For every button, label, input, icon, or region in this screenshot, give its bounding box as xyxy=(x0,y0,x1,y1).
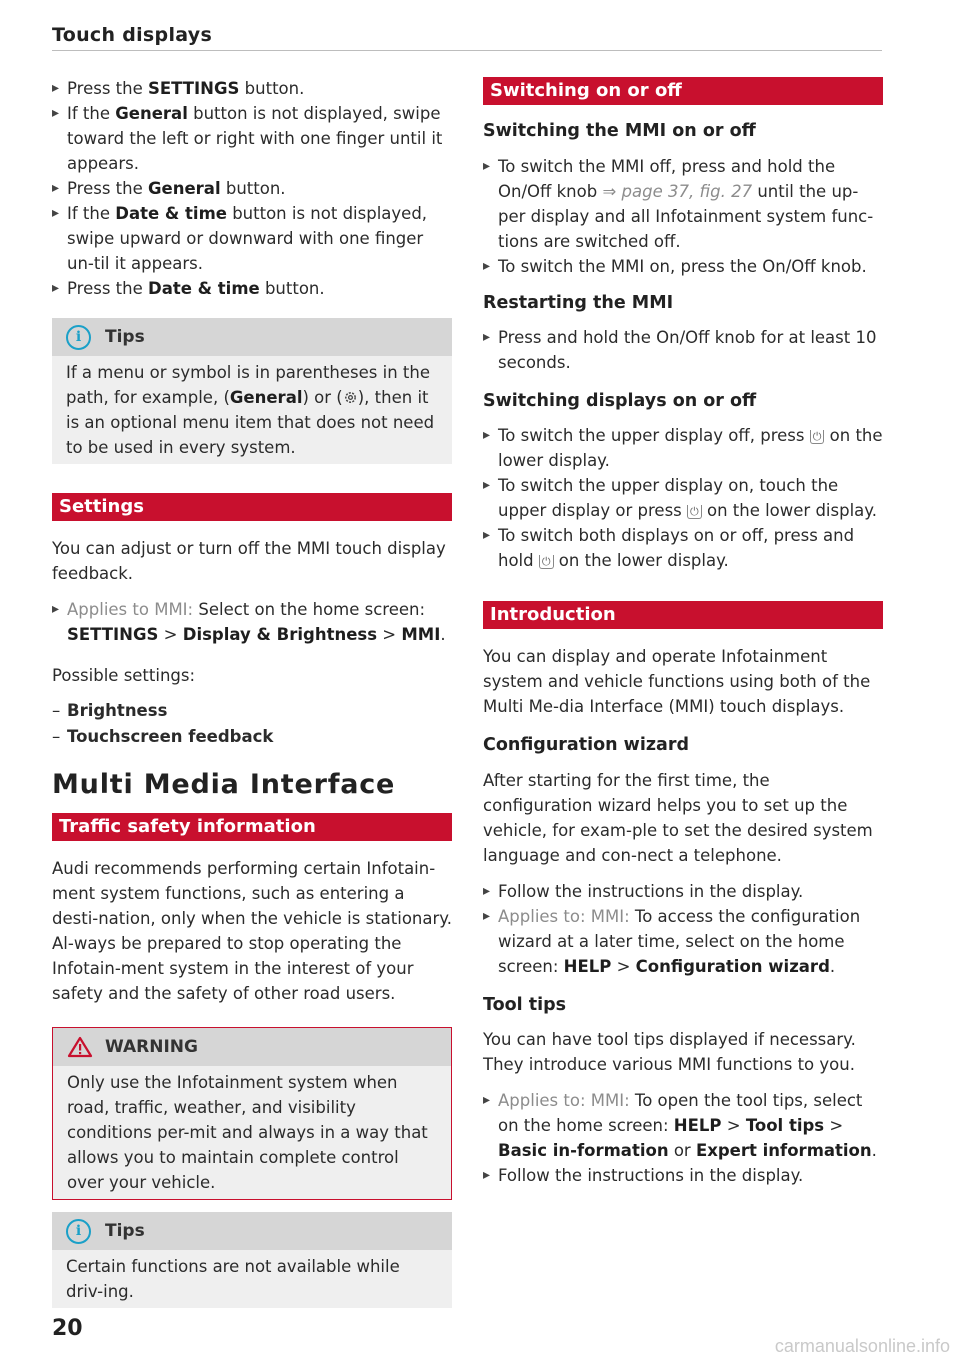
tips-box xyxy=(52,1212,452,1308)
step: ▸ Follow the instructions in the display. xyxy=(483,1163,883,1188)
traffic-text: Audi recommends performing certain Infotain-ment system functions, such as entering a desti-nation, only when the vehicle is stationary. Al-ways be prepared to stop operating the Infotain-ment system in the interest of your safety and the safety of other road users. xyxy=(52,859,452,1003)
tips-header: i Tips xyxy=(52,318,452,356)
list-item: – Brightness xyxy=(52,698,452,724)
step: ▸ Applies to: MMI: To open the tool tips, select on the home screen: HELP > Tool tips > Basic in-formation or Expert information. xyxy=(483,1088,883,1163)
settings-options xyxy=(52,698,452,750)
step: ▸ If the Date & time button is not displayed, swipe upward or downward with one finger un-til it appears. xyxy=(52,201,452,276)
page-header: Touch displays xyxy=(52,24,882,51)
introduction-text: You can display and operate Infotainment system and vehicle functions using both of the Multi Me-dia Interface (MMI) touch displays. xyxy=(483,647,871,716)
tips-header: i Tips xyxy=(52,1212,452,1250)
warning-triangle-icon xyxy=(67,1036,93,1058)
subheading: Tool tips xyxy=(483,995,567,1015)
warning-box xyxy=(52,1027,452,1200)
tool-tips-text: You can have tool tips displayed if necessary. They introduce various MMI functions to you. xyxy=(483,1030,856,1074)
right-column xyxy=(483,76,883,1188)
chapter-title: Multi Media Interface xyxy=(52,769,396,800)
subheading: Restarting the MMI xyxy=(483,293,674,313)
page-reference-link[interactable]: ⇒ page 37, fig. 27 xyxy=(602,182,753,201)
left-column xyxy=(52,76,452,1308)
wizard-text: After starting for the first time, the configuration wizard helps you to set up the vehicle, for exam-ple to set the desired system language and con-nect a telephone. xyxy=(483,771,873,865)
info-icon: i xyxy=(66,1219,91,1244)
step: ▸ To switch both displays on or off, press and hold ⏻ on the lower display. xyxy=(483,523,883,573)
power-button-icon: ⏻ xyxy=(687,505,702,519)
subheading: Switching the MMI on or off xyxy=(483,121,756,141)
power-button-icon: ⏻ xyxy=(810,430,825,444)
date-time-steps xyxy=(52,76,452,301)
switching-steps xyxy=(483,154,883,279)
step: ▸ Applies to: MMI: To access the configuration wizard at a later time, select on the home screen: HELP > Configuration wizard. xyxy=(483,904,883,979)
traffic-section-title: Traffic safety information xyxy=(52,813,452,841)
step: ▸ To switch the MMI off, press and hold the On/Off knob ⇒ page 37, fig. 27 until the up-per display and all Infotainment system func-tions are switched off. xyxy=(483,154,883,254)
subheading: Switching displays on or off xyxy=(483,391,757,411)
step: ▸ Press the Date & time button. xyxy=(52,276,452,301)
step: ▸ Press and hold the On/Off knob for at least 10 seconds. xyxy=(483,325,883,375)
settings-intro: You can adjust or turn off the MMI touch display feedback. xyxy=(52,539,446,583)
step: ▸ Follow the instructions in the display. xyxy=(483,879,883,904)
wizard-steps xyxy=(483,879,883,979)
step: ▸ Applies to MMI: Select on the home screen: SETTINGS > Display & Brightness > MMI. xyxy=(52,597,452,647)
step: ▸ Press the General button. xyxy=(52,176,452,201)
power-button-icon: ⏻ xyxy=(539,555,554,569)
subheading: Configuration wizard xyxy=(483,735,689,755)
page-number: 20 xyxy=(52,1316,83,1341)
step: ▸ To switch the upper display off, press ⏻ on the lower display. xyxy=(483,423,883,473)
step: ▸ To switch the MMI on, press the On/Off knob. xyxy=(483,254,883,279)
tips-body: If a menu or symbol is in parentheses in the path, for example, (General) or ( ), then it is an optional menu item that does not need to be used in every system. xyxy=(66,363,435,457)
warning-body: Only use the Infotainment system when road, traffic, weather, and visibility conditions per-mit and always in a way that allows you to maintain complete control over your vehicle. xyxy=(67,1073,428,1192)
watermark: carmanualsonline.info xyxy=(774,1336,950,1356)
list-item: – Touchscreen feedback xyxy=(52,724,452,750)
step: ▸ Press the SETTINGS button. xyxy=(52,76,452,101)
possible-settings-label: Possible settings: xyxy=(52,666,196,685)
settings-gear-icon xyxy=(343,390,358,405)
info-icon: i xyxy=(66,325,91,350)
warning-header: WARNING xyxy=(53,1028,451,1066)
settings-section-title: Settings xyxy=(52,493,452,521)
introduction-section-title: Introduction xyxy=(483,601,883,629)
tips-box xyxy=(52,318,452,464)
display-steps xyxy=(483,423,883,573)
switching-section-title: Switching on or off xyxy=(483,77,883,105)
step: ▸ If the General button is not displayed, swipe toward the left or right with one finger until it appears. xyxy=(52,101,452,176)
tool-tips-steps xyxy=(483,1088,883,1188)
step: ▸ To switch the upper display on, touch the upper display or press ⏻ on the lower display. xyxy=(483,473,883,523)
tips-body: Certain functions are not available while driv-ing. xyxy=(66,1257,400,1301)
